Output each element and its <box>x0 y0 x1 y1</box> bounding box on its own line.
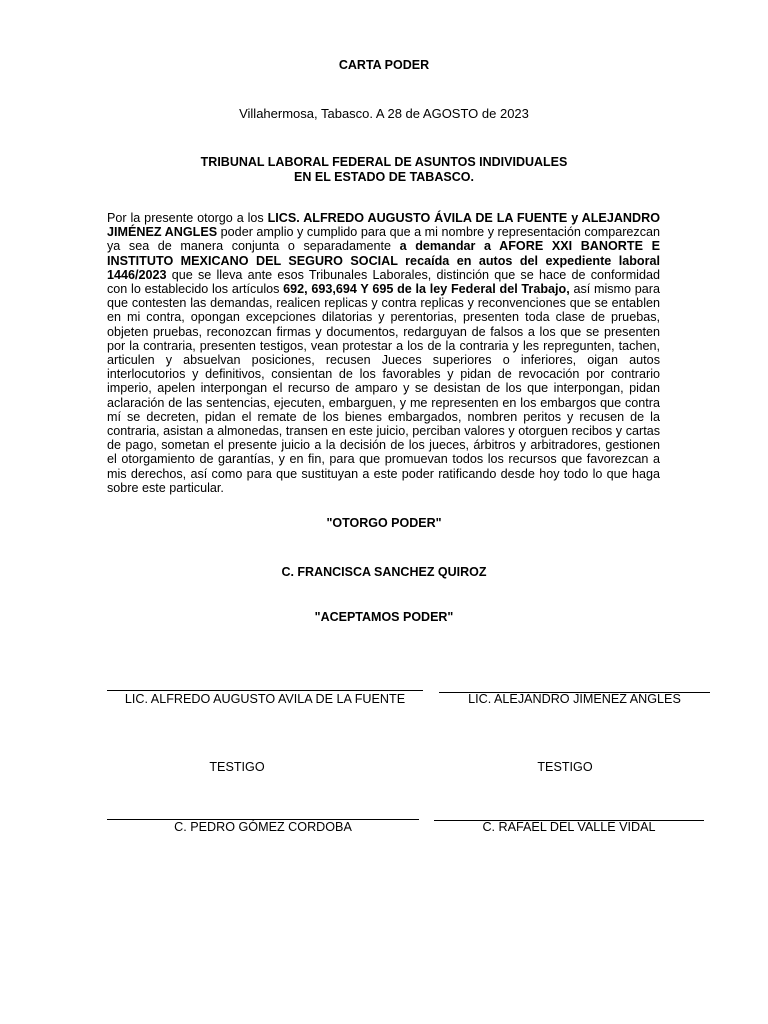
attorney-2-name: LIC. ALEJANDRO JIMENEZ ANGLES <box>468 692 681 706</box>
body-text-part-1: Por la presente otorgo a los <box>107 211 268 225</box>
attorney-1-name: LIC. ALFREDO AUGUSTO AVILA DE LA FUENTE <box>124 692 406 706</box>
grantor-name: C. FRANCISCA SANCHEZ QUIROZ <box>281 565 487 579</box>
body-bold-attorneys: LICS. ALFREDO AUGUSTO ÁVILA DE LA FUENTE y ALEJANDRO JIMÉNEZ ANGLES <box>107 211 661 240</box>
body-bold-articles: 692, 693,694 Y 695 de la ley Federal del Trabajo, <box>283 282 570 297</box>
tribunal-line-1: TRIBUNAL LABORAL FEDERAL DE ASUNTOS INDIVIDUALES <box>200 155 568 169</box>
place-and-date: Villahermosa, Tabasco. A 28 de AGOSTO de 2023 <box>239 106 529 121</box>
body-paragraph <box>107 211 660 495</box>
otorgo-poder-heading: "OTORGO PODER" <box>326 516 442 530</box>
witness-label-right: TESTIGO <box>537 760 593 774</box>
tribunal-heading <box>0 155 768 185</box>
body-text-part-2: poder amplio y cumplido para que a mi nombre y representación comparezcan ya sea de manera conjunta o separadamente <box>107 225 660 254</box>
witness-2-name: C. RAFAEL DEL VALLE VIDAL <box>482 820 656 834</box>
witness-label-left: TESTIGO <box>209 760 265 774</box>
body-bold-demand: a demandar a AFORE XXI BANORTE E INSTITUTO MEXICANO DEL SEGURO SOCIAL recaída en autos del expediente laboral 1446/2023 <box>107 239 660 282</box>
aceptamos-poder-heading: "ACEPTAMOS PODER" <box>314 610 454 624</box>
document-title: CARTA PODER <box>338 58 430 72</box>
witness-1-name: C. PEDRO GÓMEZ CORDOBA <box>174 820 352 834</box>
body-text-part-3: que se lleva ante esos Tribunales Laborales, distinción que se hace de conformidad con lo establecido los artículos <box>107 267 660 297</box>
signature-line-attorney-1 <box>107 690 423 691</box>
tribunal-line-2: EN EL ESTADO DE TABASCO. <box>294 170 474 184</box>
body-text-part-4: así mismo para que contesten las demandas, realicen replicas y contra replicas y reconvenciones que se entablen en mi contra, opongan excepciones dilatorias y perentorias, presenten toda clase de pruebas, objeten pruebas, reconozcan firmas y documentos, redarguyan de falsos a los que se presenten por la contraria, presenten testigos, vean protestar a los de la contraria y les repregunten, tachen, articulen y absuelvan posiciones, recusen Jueces superiores o inferiores, oigan autos interlocutorios y definitivos, consientan de los favorables y pidan de revocación por contrario imperio, apelen interpongan el recurso de amparo y se desistan de los que interpongan, pidan aclaración de las sentencias, ejecuten, embarguen, y me representen en los embargos que contra mí se decreten, pidan el remate de los bienes embargados, nombren peritos y recusen de la contraria, asistan a almonedas, transen en este juicio, perciban valores y otorguen recibos y cartas de pago, sometan el presente juicio a la decisión de los jueces, árbitros y arbitradores, gestionen el otorgamiento de garantías, y en fin, para que promuevan todos los recursos que favorezcan a mis derechos, así como para que sustituyan a este poder ratificando desde hoy todo lo que haga sobre este particular. <box>107 282 660 495</box>
